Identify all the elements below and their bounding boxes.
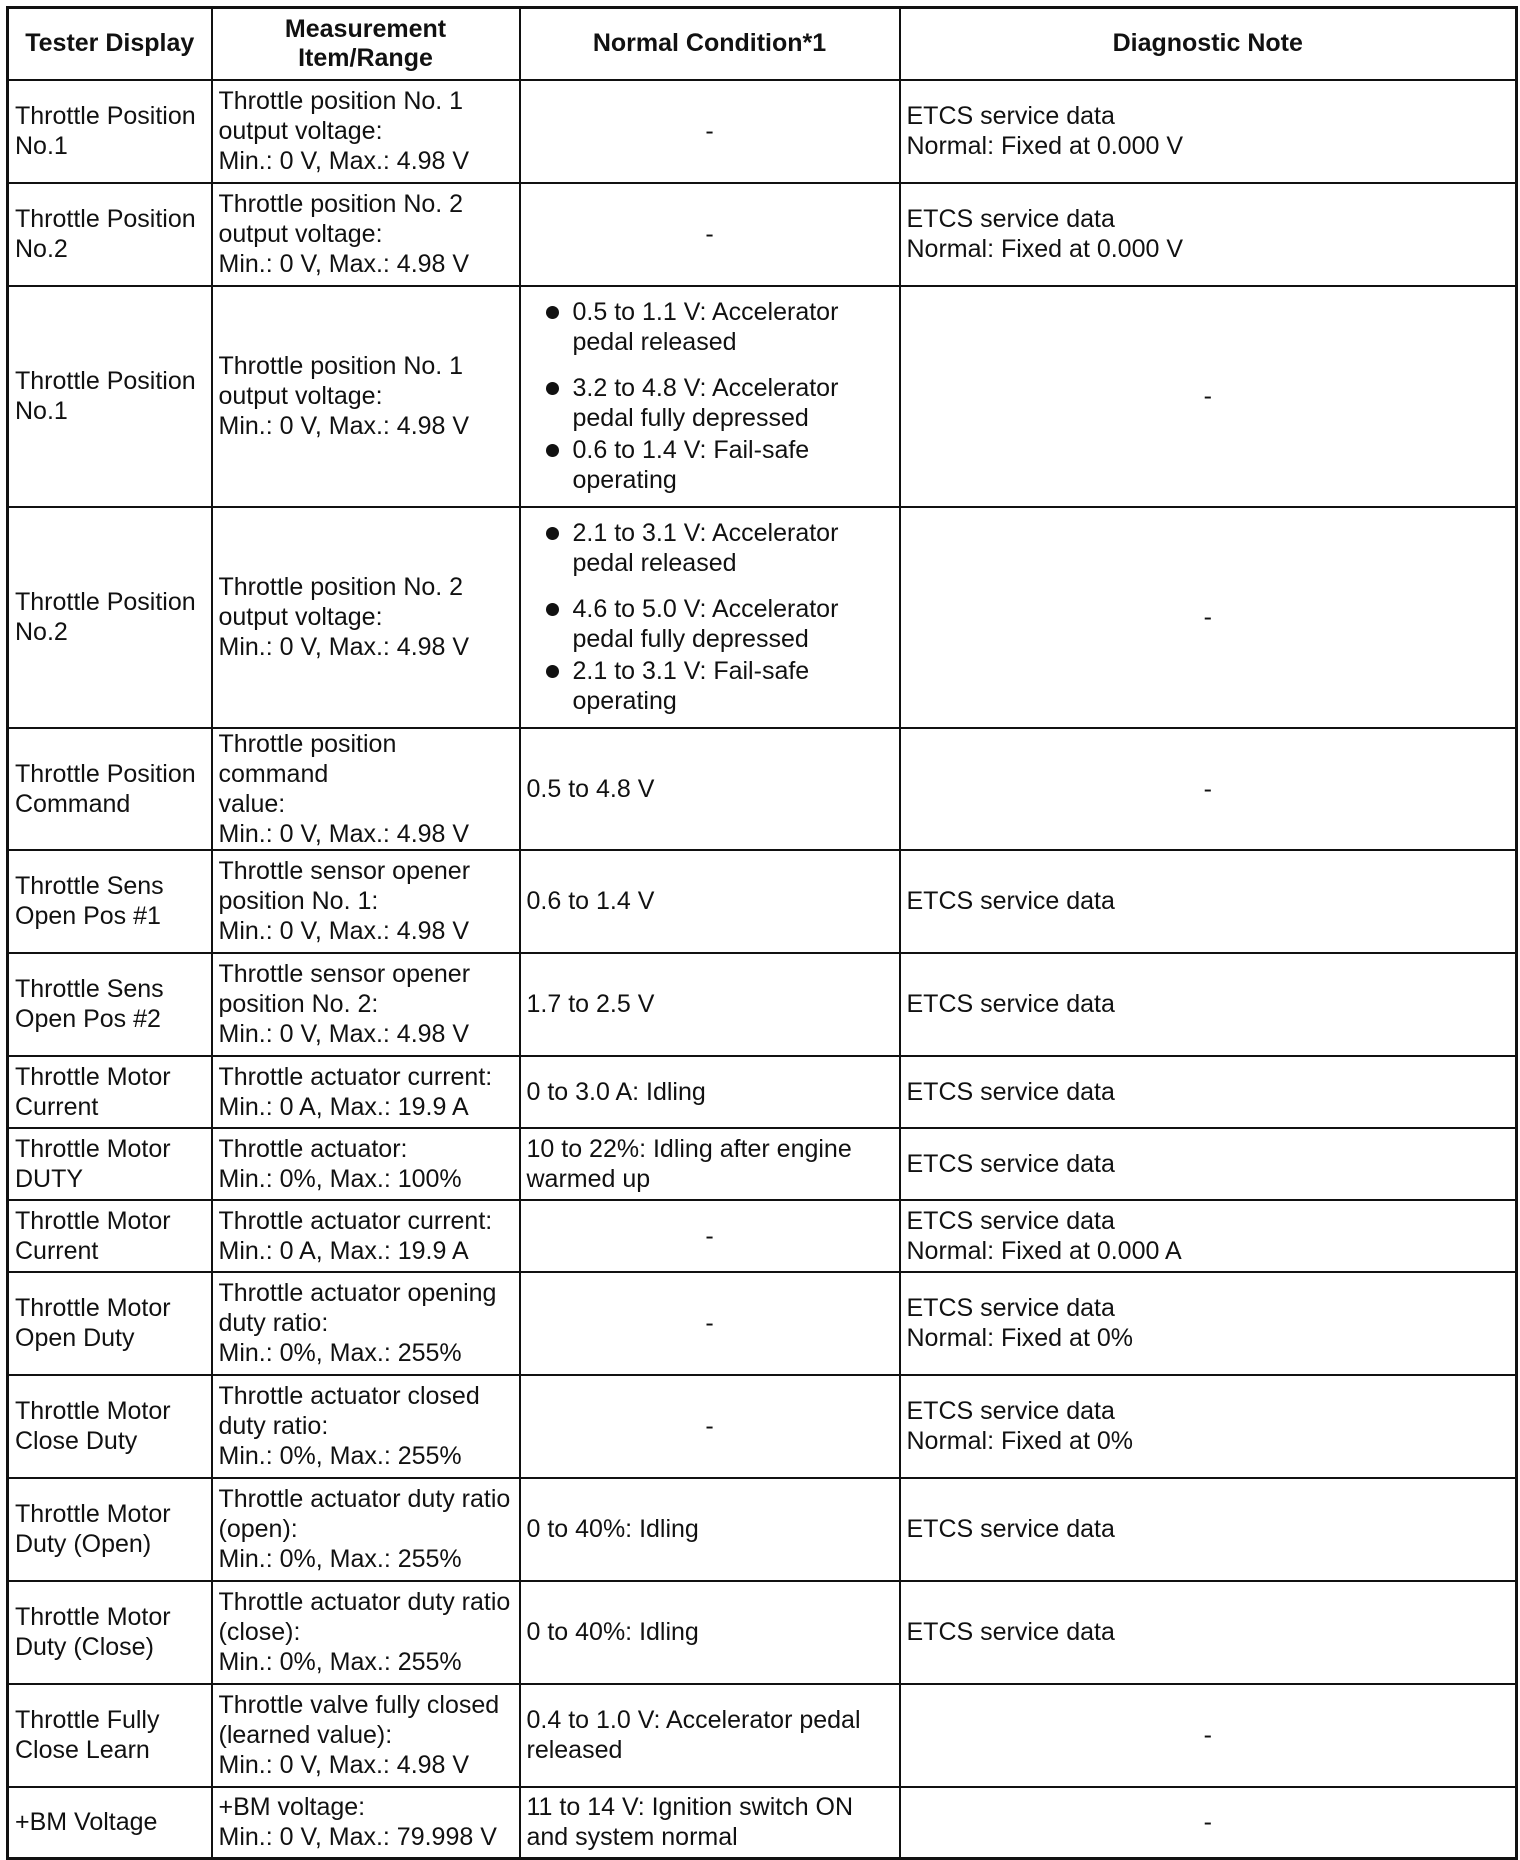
normal-condition-list <box>527 518 893 716</box>
normal-condition-line: 0.5 to 1.1 V: Accelerator <box>572 298 839 326</box>
tester-display-line: Duty (Close) <box>15 1633 154 1661</box>
measurement-item-cell <box>212 1200 520 1272</box>
bullet-dot-icon <box>546 527 559 540</box>
tester-display-cell <box>8 953 212 1056</box>
tester-display-line: No.2 <box>15 618 68 646</box>
diagnostic-note-cell <box>900 1200 1517 1272</box>
header-measurement-item: Measurement Item/Range <box>212 8 520 80</box>
diagnostic-note-line: - <box>1203 603 1212 631</box>
measurement-item-line: Throttle actuator duty ratio <box>218 1588 511 1616</box>
tester-display-cell <box>8 728 212 850</box>
table-row <box>8 1581 1517 1684</box>
measurement-item-cell <box>212 953 520 1056</box>
tester-display-line: Throttle Position <box>15 588 196 616</box>
header-normal-condition: Normal Condition*1 <box>520 8 900 80</box>
normal-condition-cell: 0.6 to 1.4 V <box>520 850 900 953</box>
tester-display-line: No.2 <box>15 235 68 263</box>
header-tester-display: Tester Display <box>8 8 212 80</box>
tester-display-cell <box>8 1056 212 1128</box>
table-row <box>8 1272 1517 1375</box>
diagnostic-note-line: Normal: Fixed at 0.000 A <box>906 1236 1182 1265</box>
normal-condition-line: 10 to 22%: Idling after engine <box>526 1134 852 1163</box>
measurement-item-cell <box>212 1128 520 1200</box>
header-diagnostic-note: Diagnostic Note <box>900 8 1517 80</box>
tester-display-line: Throttle Position <box>15 102 196 130</box>
tester-display-cell <box>8 507 212 728</box>
tester-display-cell <box>8 1128 212 1200</box>
measurement-item-line: position No. 2: <box>218 990 379 1018</box>
normal-condition-cell <box>520 1684 900 1787</box>
data-list-table <box>6 6 1518 1860</box>
tester-display-cell <box>8 1200 212 1272</box>
tester-display-line: Current <box>15 1236 99 1265</box>
diagnostic-note-line: ETCS service data <box>906 1206 1115 1235</box>
table-row <box>8 1375 1517 1478</box>
normal-condition-line: 4.6 to 5.0 V: Accelerator <box>572 595 839 623</box>
measurement-item-line: Min.: 0%, Max.: 100% <box>218 1164 462 1193</box>
normal-condition-bullet <box>527 594 893 654</box>
normal-condition-cell: - <box>520 1200 900 1272</box>
normal-condition-line: 0.6 to 1.4 V: Fail-safe <box>572 436 810 464</box>
normal-condition-line: 2.1 to 3.1 V: Accelerator <box>572 519 839 547</box>
tester-display-cell <box>8 80 212 183</box>
measurement-item-line: Min.: 0 V, Max.: 4.98 V <box>218 412 470 440</box>
diagnostic-note-line: ETCS service data <box>906 205 1115 233</box>
normal-condition-line: and system normal <box>526 1823 738 1852</box>
measurement-item-line: Throttle actuator duty ratio <box>218 1485 511 1513</box>
normal-condition-line: operating <box>572 687 677 715</box>
diagnostic-note-cell <box>900 80 1517 183</box>
diagnostic-note-cell <box>900 1787 1517 1859</box>
table-row <box>8 850 1517 953</box>
measurement-item-line: Min.: 0 A, Max.: 19.9 A <box>218 1092 469 1121</box>
tester-display-line: Throttle Sens <box>15 975 164 1003</box>
measurement-item-line: output voltage: <box>218 117 383 145</box>
normal-condition-line: 11 to 14 V: Ignition switch ON <box>526 1793 854 1822</box>
table-row <box>8 1128 1517 1200</box>
tester-display-cell <box>8 1684 212 1787</box>
measurement-item-line: Min.: 0 V, Max.: 4.98 V <box>218 1020 470 1048</box>
measurement-item-line: Throttle position No. 2 <box>218 190 464 218</box>
diagnostic-note-line: Normal: Fixed at 0% <box>906 1324 1133 1352</box>
diagnostic-note-cell <box>900 1375 1517 1478</box>
normal-condition-cell <box>520 1787 900 1859</box>
tester-display-cell <box>8 850 212 953</box>
table-row <box>8 728 1517 850</box>
bullet-dot-icon <box>546 665 559 678</box>
diagnostic-note-cell <box>900 1128 1517 1200</box>
diagnostic-note-line: ETCS service data <box>906 1397 1115 1425</box>
diagnostic-note-cell <box>900 286 1517 507</box>
diagnostic-note-line: ETCS service data <box>906 102 1115 130</box>
normal-condition-cell: - <box>520 183 900 286</box>
tester-display-line: Throttle Motor <box>15 1500 171 1528</box>
measurement-item-line: Throttle position No. 1 <box>218 87 464 115</box>
table-row <box>8 1684 1517 1787</box>
measurement-item-cell <box>212 1478 520 1581</box>
measurement-item-line: Min.: 0 V, Max.: 4.98 V <box>218 250 470 278</box>
measurement-item-line: Min.: 0%, Max.: 255% <box>218 1648 462 1676</box>
table-row <box>8 286 1517 507</box>
measurement-item-cell <box>212 728 520 850</box>
bullet-dot-icon <box>546 444 559 457</box>
normal-condition-cell <box>520 507 900 728</box>
diagnostic-note-cell <box>900 728 1517 850</box>
tester-display-cell <box>8 1787 212 1859</box>
measurement-item-line: output voltage: <box>218 382 383 410</box>
normal-condition-line: pedal released <box>572 549 737 577</box>
measurement-item-cell <box>212 286 520 507</box>
diagnostic-note-cell <box>900 1478 1517 1581</box>
measurement-item-line: Throttle sensor opener <box>218 857 471 885</box>
diagnostic-note-cell <box>900 1581 1517 1684</box>
tester-display-cell <box>8 183 212 286</box>
tester-display-line: Close Learn <box>15 1736 150 1764</box>
tester-display-line: Close Duty <box>15 1427 138 1455</box>
table-row <box>8 1056 1517 1128</box>
normal-condition-cell: 0 to 40%: Idling <box>520 1581 900 1684</box>
normal-condition-line: 2.1 to 3.1 V: Fail-safe <box>572 657 810 685</box>
measurement-item-cell <box>212 1056 520 1128</box>
tester-display-line: Open Duty <box>15 1324 135 1352</box>
normal-condition-cell: - <box>520 80 900 183</box>
normal-condition-bullet <box>527 297 893 357</box>
measurement-item-line: Min.: 0 A, Max.: 19.9 A <box>218 1236 469 1265</box>
measurement-item-line: output voltage: <box>218 603 383 631</box>
measurement-item-line: Throttle actuator opening <box>218 1279 497 1307</box>
normal-condition-cell: 0 to 40%: Idling <box>520 1478 900 1581</box>
normal-condition-line: 3.2 to 4.8 V: Accelerator <box>572 374 839 402</box>
normal-condition-bullet <box>527 373 893 433</box>
tester-display-cell <box>8 286 212 507</box>
measurement-item-line: Throttle sensor opener <box>218 960 471 988</box>
tester-display-cell <box>8 1478 212 1581</box>
measurement-item-line: Min.: 0%, Max.: 255% <box>218 1339 462 1367</box>
normal-condition-line: operating <box>572 466 677 494</box>
tester-display-line: DUTY <box>15 1164 84 1193</box>
normal-condition-line: pedal released <box>572 328 737 356</box>
measurement-item-line: Min.: 0 V, Max.: 79.998 V <box>218 1823 497 1852</box>
normal-condition-cell: 0.5 to 4.8 V <box>520 728 900 850</box>
normal-condition-cell: 0 to 3.0 A: Idling <box>520 1056 900 1128</box>
measurement-item-line: Min.: 0 V, Max.: 4.98 V <box>218 819 470 848</box>
tester-display-line: No.1 <box>15 132 68 160</box>
normal-condition-line: 0.4 to 1.0 V: Accelerator pedal <box>526 1706 861 1734</box>
diagnostic-note-line: ETCS service data <box>906 990 1115 1018</box>
tester-display-line: Throttle Position <box>15 205 196 233</box>
normal-condition-line: released <box>526 1736 623 1764</box>
normal-condition-line: warmed up <box>526 1164 651 1193</box>
measurement-item-line: value: <box>218 789 286 818</box>
measurement-item-line: Throttle position No. 2 <box>218 573 464 601</box>
normal-condition-line: pedal fully depressed <box>572 404 809 432</box>
measurement-item-line: Min.: 0 V, Max.: 4.98 V <box>218 633 470 661</box>
normal-condition-cell <box>520 286 900 507</box>
tester-display-cell <box>8 1272 212 1375</box>
diagnostic-note-line: - <box>1203 1721 1212 1749</box>
tester-display-line: Throttle Motor <box>15 1294 171 1322</box>
diagnostic-note-line: ETCS service data <box>906 1149 1115 1178</box>
measurement-item-line: Throttle actuator current: <box>218 1206 493 1235</box>
diagnostic-note-line: Normal: Fixed at 0% <box>906 1427 1133 1455</box>
diagnostic-note-line: ETCS service data <box>906 1294 1115 1322</box>
normal-condition-bullet <box>527 435 893 495</box>
measurement-item-cell <box>212 507 520 728</box>
tester-display-line: Command <box>15 789 131 818</box>
measurement-item-line: +BM voltage: <box>218 1793 366 1822</box>
measurement-item-line: Min.: 0 V, Max.: 4.98 V <box>218 917 470 945</box>
measurement-item-cell <box>212 1581 520 1684</box>
diagnostic-note-line: Normal: Fixed at 0.000 V <box>906 132 1184 160</box>
measurement-item-line: Throttle actuator current: <box>218 1062 493 1091</box>
measurement-item-cell <box>212 1272 520 1375</box>
measurement-item-line: Min.: 0 V, Max.: 4.98 V <box>218 147 470 175</box>
table-row <box>8 183 1517 286</box>
bullet-dot-icon <box>546 382 559 395</box>
measurement-item-line: Throttle actuator: <box>218 1134 408 1163</box>
measurement-item-cell <box>212 80 520 183</box>
diagnostic-note-cell <box>900 1684 1517 1787</box>
diagnostic-note-line: ETCS service data <box>906 887 1115 915</box>
table-row <box>8 1200 1517 1272</box>
diagnostic-note-line: ETCS service data <box>906 1077 1115 1106</box>
measurement-item-line: Throttle position command <box>218 729 397 788</box>
measurement-item-line: position No. 1: <box>218 887 379 915</box>
measurement-item-cell <box>212 183 520 286</box>
normal-condition-cell <box>520 1128 900 1200</box>
tester-display-line: +BM Voltage <box>15 1808 158 1837</box>
diagnostic-note-line: - <box>1203 774 1212 803</box>
normal-condition-line: pedal fully depressed <box>572 625 809 653</box>
tester-display-line: Throttle Motor <box>15 1206 171 1235</box>
measurement-item-cell <box>212 1375 520 1478</box>
measurement-item-line: output voltage: <box>218 220 383 248</box>
header-row <box>8 8 1517 80</box>
diagnostic-note-cell <box>900 953 1517 1056</box>
tester-display-line: Throttle Position <box>15 759 196 788</box>
tester-display-line: No.1 <box>15 397 68 425</box>
diagnostic-note-line: ETCS service data <box>906 1515 1115 1543</box>
normal-condition-list <box>527 297 893 495</box>
measurement-item-cell <box>212 1684 520 1787</box>
normal-condition-cell: - <box>520 1272 900 1375</box>
measurement-item-line: duty ratio: <box>218 1412 329 1440</box>
measurement-item-line: duty ratio: <box>218 1309 329 1337</box>
tester-display-line: Throttle Motor <box>15 1134 171 1163</box>
tester-display-line: Throttle Motor <box>15 1603 171 1631</box>
measurement-item-cell <box>212 850 520 953</box>
table-row <box>8 1478 1517 1581</box>
measurement-item-line: Min.: 0%, Max.: 255% <box>218 1442 462 1470</box>
table-row <box>8 1787 1517 1859</box>
measurement-item-line: (open): <box>218 1515 298 1543</box>
diagnostic-note-line: - <box>1203 382 1212 410</box>
tester-display-line: Throttle Sens <box>15 872 164 900</box>
tester-display-line: Throttle Position <box>15 367 196 395</box>
tester-display-line: Open Pos #1 <box>15 902 161 930</box>
diagnostic-note-cell <box>900 507 1517 728</box>
normal-condition-bullet <box>527 518 893 578</box>
diagnostic-note-cell <box>900 1056 1517 1128</box>
normal-condition-cell: 1.7 to 2.5 V <box>520 953 900 1056</box>
diagnostic-note-line: ETCS service data <box>906 1618 1115 1646</box>
tester-display-cell <box>8 1581 212 1684</box>
diagnostic-note-line: - <box>1203 1808 1212 1837</box>
measurement-item-line: (learned value): <box>218 1721 393 1749</box>
diagnostic-note-cell <box>900 850 1517 953</box>
measurement-item-line: Min.: 0 V, Max.: 4.98 V <box>218 1751 470 1779</box>
tester-display-line: Throttle Motor <box>15 1397 171 1425</box>
measurement-item-line: Throttle position No. 1 <box>218 352 464 380</box>
table-row <box>8 80 1517 183</box>
measurement-item-line: Min.: 0%, Max.: 255% <box>218 1545 462 1573</box>
tester-display-line: Duty (Open) <box>15 1530 152 1558</box>
diagnostic-note-line: Normal: Fixed at 0.000 V <box>906 235 1184 263</box>
diagnostic-note-cell <box>900 1272 1517 1375</box>
normal-condition-cell: - <box>520 1375 900 1478</box>
tester-display-line: Throttle Fully <box>15 1706 160 1734</box>
measurement-item-line: Throttle actuator closed <box>218 1382 480 1410</box>
tester-display-cell <box>8 1375 212 1478</box>
table-row <box>8 507 1517 728</box>
tester-display-line: Throttle Motor <box>15 1062 171 1091</box>
measurement-item-line: (close): <box>218 1618 301 1646</box>
diagnostic-note-cell <box>900 183 1517 286</box>
measurement-item-line: Throttle valve fully closed <box>218 1691 500 1719</box>
bullet-dot-icon <box>546 306 559 319</box>
tester-display-line: Open Pos #2 <box>15 1005 161 1033</box>
tester-display-line: Current <box>15 1092 99 1121</box>
measurement-item-cell <box>212 1787 520 1859</box>
normal-condition-bullet <box>527 656 893 716</box>
bullet-dot-icon <box>546 603 559 616</box>
table-row <box>8 953 1517 1056</box>
